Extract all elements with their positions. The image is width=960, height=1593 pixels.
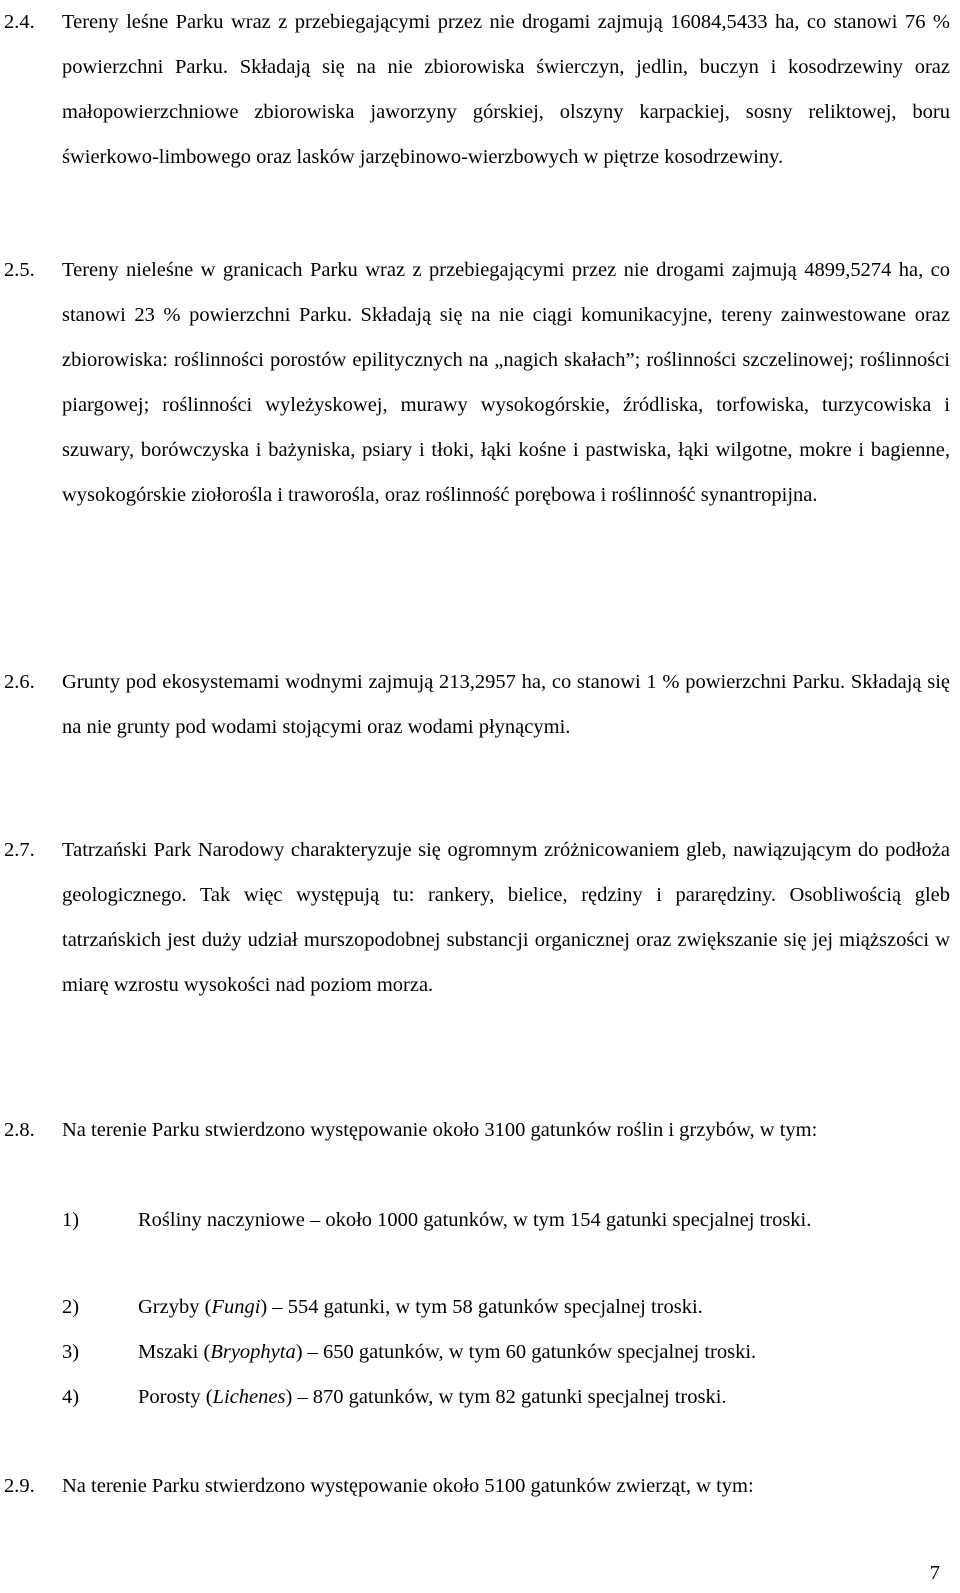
list-text: Grzyby (Fungi) – 554 gatunki, w tym 58 gatunków specjalnej troski.	[138, 1296, 703, 1318]
list-text: Porosty (Lichenes) – 870 gatunków, w tym 82 gatunki specjalnej troski.	[138, 1386, 727, 1408]
section-number: 2.8.	[4, 1119, 35, 1141]
page-number: 7	[929, 1562, 940, 1584]
section-number: 2.5.	[4, 259, 35, 281]
section-2-6	[4, 660, 950, 750]
section-text: Tatrzański Park Narodowy charakteryzuje się ogromnym zróżnicowaniem gleb, nawiązującym do podłoża geologicznego. Tak więc występują tu: rankery, bielice, rędziny i pararędziny. Osobliwością gleb tatrzańskich jest duży udział murszopodobnej substancji organicznej oraz zwiększanie się jej miąższości w miarę wzrostu wysokości nad poziom morza.	[62, 839, 950, 996]
section-number: 2.6.	[4, 671, 35, 693]
list-marker: 3)	[62, 1341, 80, 1363]
section-number: 2.4.	[4, 11, 35, 33]
list-marker: 2)	[62, 1296, 80, 1318]
section-text: Tereny nieleśne w granicach Parku wraz z przebiegającymi przez nie drogami zajmują 4899,5274 ha, co stanowi 23 % powierzchni Parku. Składają się na nie ciągi komunikacyjne, tereny zainwestowane oraz zbiorowiska: roślinności porostów epilitycznych na „nagich skałach”; roślinności szczelinowej; roślinności piargowej; roślinności wyleżyskowej, murawy wysokogórskie, źródliska, torfowiska, turzycowiska i szuwary, borówczyska i bażyniska, psiary i tłoki, łąki kośne i pastwiska, łąki wilgotne, mokre i bagienne, wysokogórskie ziołorośla i traworośla, oraz roślinność porębowa i roślinność synantropijna.	[62, 259, 950, 506]
section-text: Na terenie Parku stwierdzono występowanie około 5100 gatunków zwierząt, w tym:	[62, 1475, 754, 1497]
section-text: Na terenie Parku stwierdzono występowanie około 3100 gatunków roślin i grzybów, w tym:	[62, 1119, 818, 1141]
list-item	[62, 1285, 950, 1330]
section-2-4	[4, 0, 950, 180]
list-item	[62, 1330, 950, 1375]
section-2-5	[4, 248, 950, 518]
list-text: Mszaki (Bryophyta) – 650 gatunków, w tym 60 gatunków specjalnej troski.	[138, 1341, 757, 1363]
list-item	[62, 1375, 950, 1420]
list-marker: 1)	[62, 1209, 80, 1231]
list-item	[62, 1198, 950, 1243]
section-2-9	[4, 1464, 950, 1509]
section-number: 2.7.	[4, 839, 35, 861]
section-2-7	[4, 828, 950, 1008]
section-number: 2.9.	[4, 1475, 35, 1497]
section-2-8	[4, 1108, 950, 1153]
list-text: Rośliny naczyniowe – około 1000 gatunków, w tym 154 gatunki specjalnej troski.	[138, 1209, 812, 1231]
section-text: Grunty pod ekosystemami wodnymi zajmują 213,2957 ha, co stanowi 1 % powierzchni Parku. Składają się na nie grunty pod wodami stojącymi oraz wodami płynącymi.	[62, 671, 950, 738]
section-text: Tereny leśne Parku wraz z przebiegającymi przez nie drogami zajmują 16084,5433 ha, co stanowi 76 % powierzchni Parku. Składają się na nie zbiorowiska świerczyn, jedlin, buczyn i kosodrzewiny oraz małopowierzchniowe zbiorowiska jaworzyny górskiej, olszyny karpackiej, sosny reliktowej, boru świerkowo-limbowego oraz lasków jarzębinowo-wierzbowych w piętrze kosodrzewiny.	[62, 11, 950, 168]
list-marker: 4)	[62, 1386, 80, 1408]
